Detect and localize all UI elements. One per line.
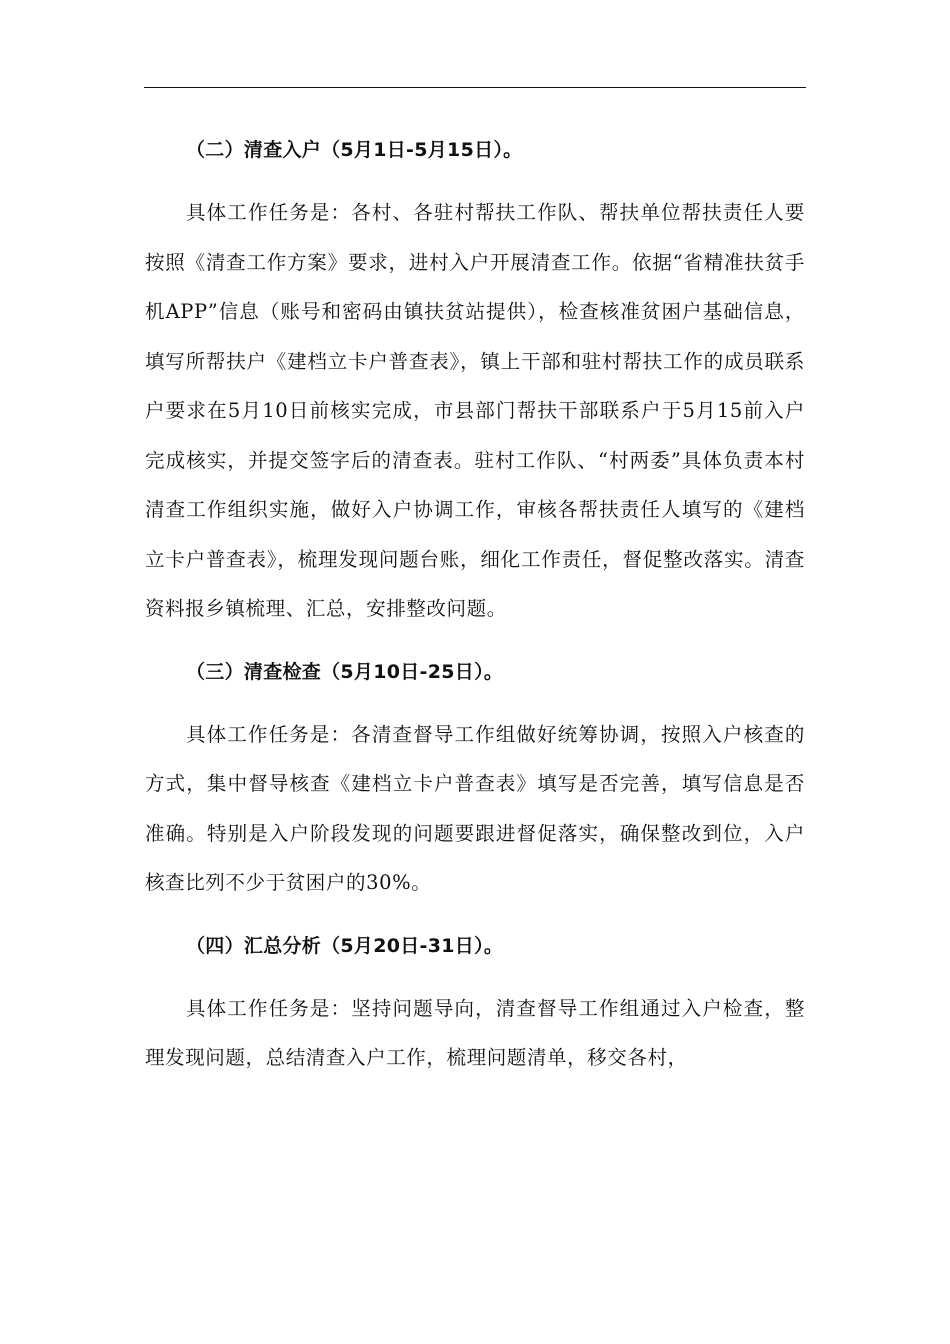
section-body-2: 具体工作任务是：各村、各驻村帮扶工作队、帮扶单位帮扶责任人要按照《清查工作方案》要求，进村入户开展清查工作。依据“省精准扶贫手机APP”信息（账号和密码由镇扶贫站提供），检查核准贫困户基础信息，填写所帮扶户《建档立卡户普查表》，镇上干部和驻村帮扶工作的成员联系户要求在5月10日前核实完成，市县部门帮扶干部联系户于5月15前入户完成核实，并提交签字后的清查表。驻村工作队、“村两委”具体负责本村清查工作组织实施，做好入户协调工作，审核各帮扶责任人填写的《建档立卡户普查表》，梳理发现问题台账，细化工作责任，督促整改落实。清查资料报乡镇梳理、汇总，安排整改问题。 xyxy=(145,201,805,620)
section-heading-4: （四）汇总分析（5月20日-31日）。 xyxy=(186,934,504,957)
document-body xyxy=(145,125,805,1083)
section-body-3: 具体工作任务是：各清查督导工作组做好统筹协调，按照入户核查的方式，集中督导核查《建档立卡户普查表》填写是否完善，填写信息是否准确。特别是入户阶段发现的问题要跟进督促落实，确保整改到位，入户核查比列不少于贫困户的30%。 xyxy=(145,722,805,894)
header-rule xyxy=(144,87,806,88)
section-body-4: 具体工作任务是：坚持问题导向，清查督导工作组通过入户检查，整理发现问题，总结清查入户工作，梳理问题清单，移交各村， xyxy=(145,996,805,1069)
section-heading-3: （三）清查检查（5月10日-25日）。 xyxy=(186,660,504,683)
section-heading-2: （二）清查入户（5月1日-5月15日）。 xyxy=(186,139,523,161)
